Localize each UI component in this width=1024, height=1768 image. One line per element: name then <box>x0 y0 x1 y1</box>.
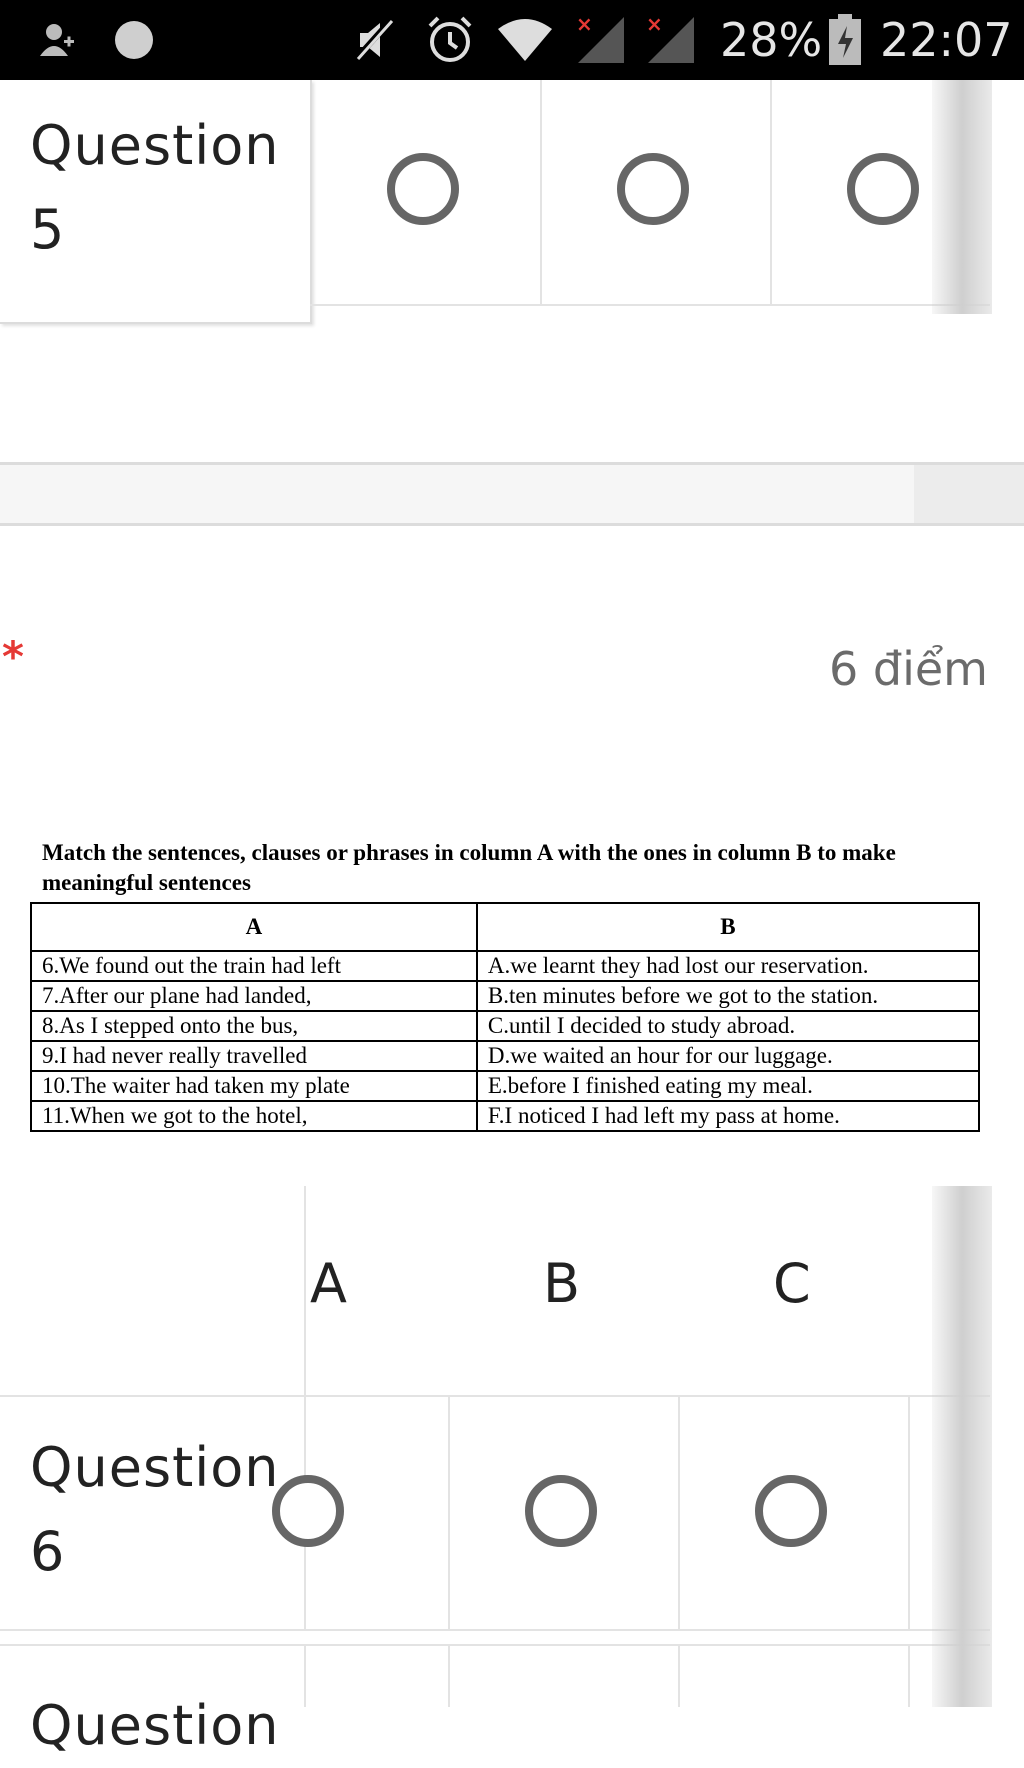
question-5-label: Question 5 <box>30 114 280 261</box>
wifi-icon <box>496 0 554 80</box>
row-b-f: F.I noticed I had left my pass at home. <box>477 1101 979 1131</box>
question-7-label: Question <box>30 1694 280 1757</box>
question-instruction: Match the sentences, clauses or phrases in column A with the ones in column B to make meaningful sentences <box>42 840 896 895</box>
mute-icon <box>348 0 398 80</box>
question-6-option-a-radio[interactable] <box>272 1475 344 1547</box>
grid-divider <box>908 1646 910 1707</box>
scroll-shadow <box>932 80 992 314</box>
row-b-d: D.we waited an hour for our luggage. <box>477 1041 979 1071</box>
required-marker: * <box>2 632 24 681</box>
scroll-shadow <box>932 1186 992 1707</box>
grid-divider <box>448 1397 450 1629</box>
signal-2-icon <box>644 0 698 80</box>
grid-divider <box>540 80 542 306</box>
grid-corner-cell <box>0 1186 306 1396</box>
grid-divider <box>678 1397 680 1629</box>
alarm-icon <box>424 0 476 80</box>
row-b-c: C.until I decided to study abroad. <box>477 1011 979 1041</box>
column-header-b: B <box>543 1252 581 1315</box>
row-a-9: 9.I had never really travelled <box>31 1041 477 1071</box>
row-a-8: 8.As I stepped onto the bus, <box>31 1011 477 1041</box>
clock: 22:07 <box>880 13 1013 67</box>
question-7-label-cell <box>0 1646 306 1757</box>
grid-divider <box>678 1646 680 1707</box>
row-a-6: 6.We found out the train had left <box>31 951 477 981</box>
grid-divider <box>0 1629 990 1631</box>
section-divider <box>0 462 1024 526</box>
grid-divider <box>310 304 990 306</box>
row-b-e: E.before I finished eating my meal. <box>477 1071 979 1101</box>
grid-divider <box>448 1646 450 1707</box>
svg-text:×: × <box>646 12 663 36</box>
question-5-option-c-radio[interactable] <box>847 153 919 225</box>
battery-icon <box>828 0 862 80</box>
dot-icon <box>112 0 156 80</box>
question-6-label: Question 6 <box>30 1436 280 1583</box>
question-5-option-a-radio[interactable] <box>387 153 459 225</box>
question-5-option-b-radio[interactable] <box>617 153 689 225</box>
column-a-header: A <box>31 903 477 951</box>
question-6-option-a-radio-clip <box>304 1468 374 1558</box>
row-a-11: 11.When we got to the hotel, <box>31 1101 477 1131</box>
row-b-b: B.ten minutes before we got to the station. <box>477 981 979 1011</box>
grid-divider <box>0 1644 990 1646</box>
column-header-a: A <box>310 1252 347 1315</box>
signal-1-icon <box>574 0 628 80</box>
column-header-c: C <box>773 1252 811 1315</box>
status-bar <box>0 0 1024 80</box>
question-6-option-b-radio[interactable] <box>525 1475 597 1547</box>
column-b-header: B <box>477 903 979 951</box>
points-value: 6 điểm <box>829 642 988 696</box>
row-a-7: 7.After our plane had landed, <box>31 981 477 1011</box>
row-b-a: A.we learnt they had lost our reservation. <box>477 951 979 981</box>
question-6-option-c-radio[interactable] <box>755 1475 827 1547</box>
grid-divider <box>908 1397 910 1629</box>
matching-table <box>30 902 980 1132</box>
battery-percent: 28% <box>720 13 823 67</box>
grid-divider <box>770 80 772 306</box>
svg-text:×: × <box>576 12 593 36</box>
row-a-10: 10.The waiter had taken my plate <box>31 1071 477 1101</box>
user-notification-icon <box>36 0 76 80</box>
